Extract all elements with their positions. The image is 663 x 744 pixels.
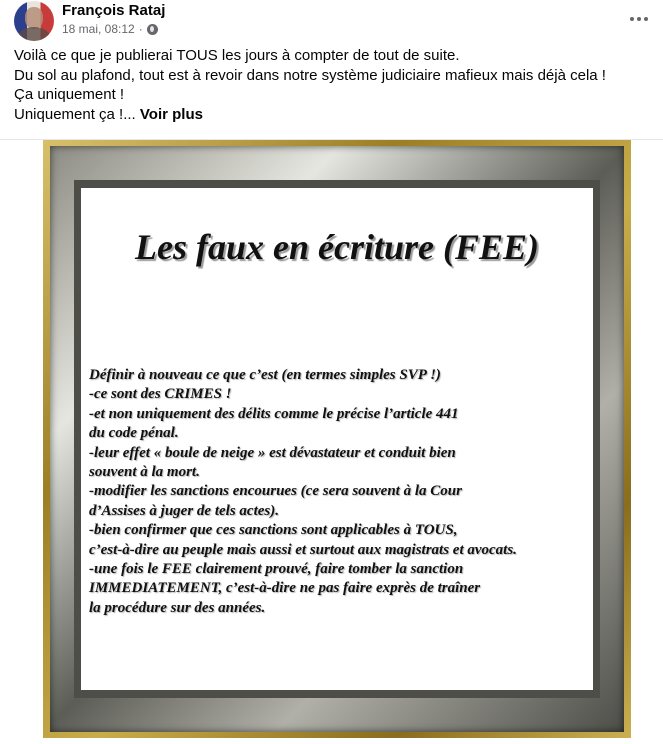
- image-text-line: -une fois le FEE clairement prouvé, faire tomber la sanction: [89, 561, 464, 578]
- more-options-icon-dot: [644, 17, 648, 21]
- image-text-line: Définir à nouveau ce que c’est (en termes simples SVP !): [89, 367, 441, 383]
- image-text-line: souvent à la mort.: [89, 464, 200, 481]
- image-text-line: -leur effet « boule de neige » est dévastateur et conduit bien: [89, 444, 456, 461]
- more-options-icon: [630, 17, 634, 21]
- post-header: [0, 0, 663, 40]
- image-text-line: c’est-à-dire au peuple mais aussi et surtout aux magistrats et avocats.: [89, 541, 517, 558]
- author-name[interactable]: François Rataj: [62, 2, 166, 19]
- globe-icon[interactable]: [147, 24, 158, 35]
- image-text-line: d’Assises à juger de tels actes).: [89, 502, 279, 519]
- see-more-link[interactable]: Voir plus: [139, 105, 203, 123]
- more-options-button[interactable]: [626, 8, 652, 30]
- post-text-line: Voilà ce que je publierai TOUS les jours à compter de tout de suite.: [14, 47, 460, 64]
- image-canvas: [81, 188, 593, 690]
- image-text-line: -ce sont des CRIMES !: [89, 386, 232, 403]
- avatar-face: [25, 7, 43, 29]
- post-image[interactable]: [43, 140, 631, 738]
- post-text-line: Uniquement ça !...: [14, 105, 136, 123]
- image-text-line: -bien confirmer que ces sanctions sont applicables à TOUS,: [89, 522, 458, 539]
- image-text-line: IMMEDIATEMENT, c’est-à-dire ne pas faire exprès de traîner: [89, 580, 481, 597]
- image-text-line: du code pénal.: [89, 425, 179, 442]
- image-text-line: -modifier les sanctions encourues (ce sera souvent à la Cour: [89, 483, 462, 500]
- post-text-line: Du sol au plafond, tout est à revoir dans notre système judiciaire mafieux mais déjà cela !: [14, 66, 606, 84]
- image-title: Les faux en écriture (FEE): [135, 227, 539, 267]
- post-text: [14, 46, 654, 124]
- image-text-line: -et non uniquement des délits comme le précise l’article 441: [89, 405, 459, 422]
- post-text-line-last: [14, 105, 654, 125]
- meta-separator: ·: [138, 22, 143, 36]
- post-meta: [62, 22, 158, 36]
- post-date[interactable]: 18 mai, 08:12: [62, 22, 135, 36]
- image-text-line: la procédure sur des années.: [89, 599, 266, 616]
- avatar-shoulders: [18, 27, 50, 41]
- post-text-line: Ça uniquement !: [14, 86, 125, 103]
- more-options-icon-dot: [637, 17, 641, 21]
- avatar[interactable]: [14, 1, 54, 41]
- image-text: [89, 366, 589, 618]
